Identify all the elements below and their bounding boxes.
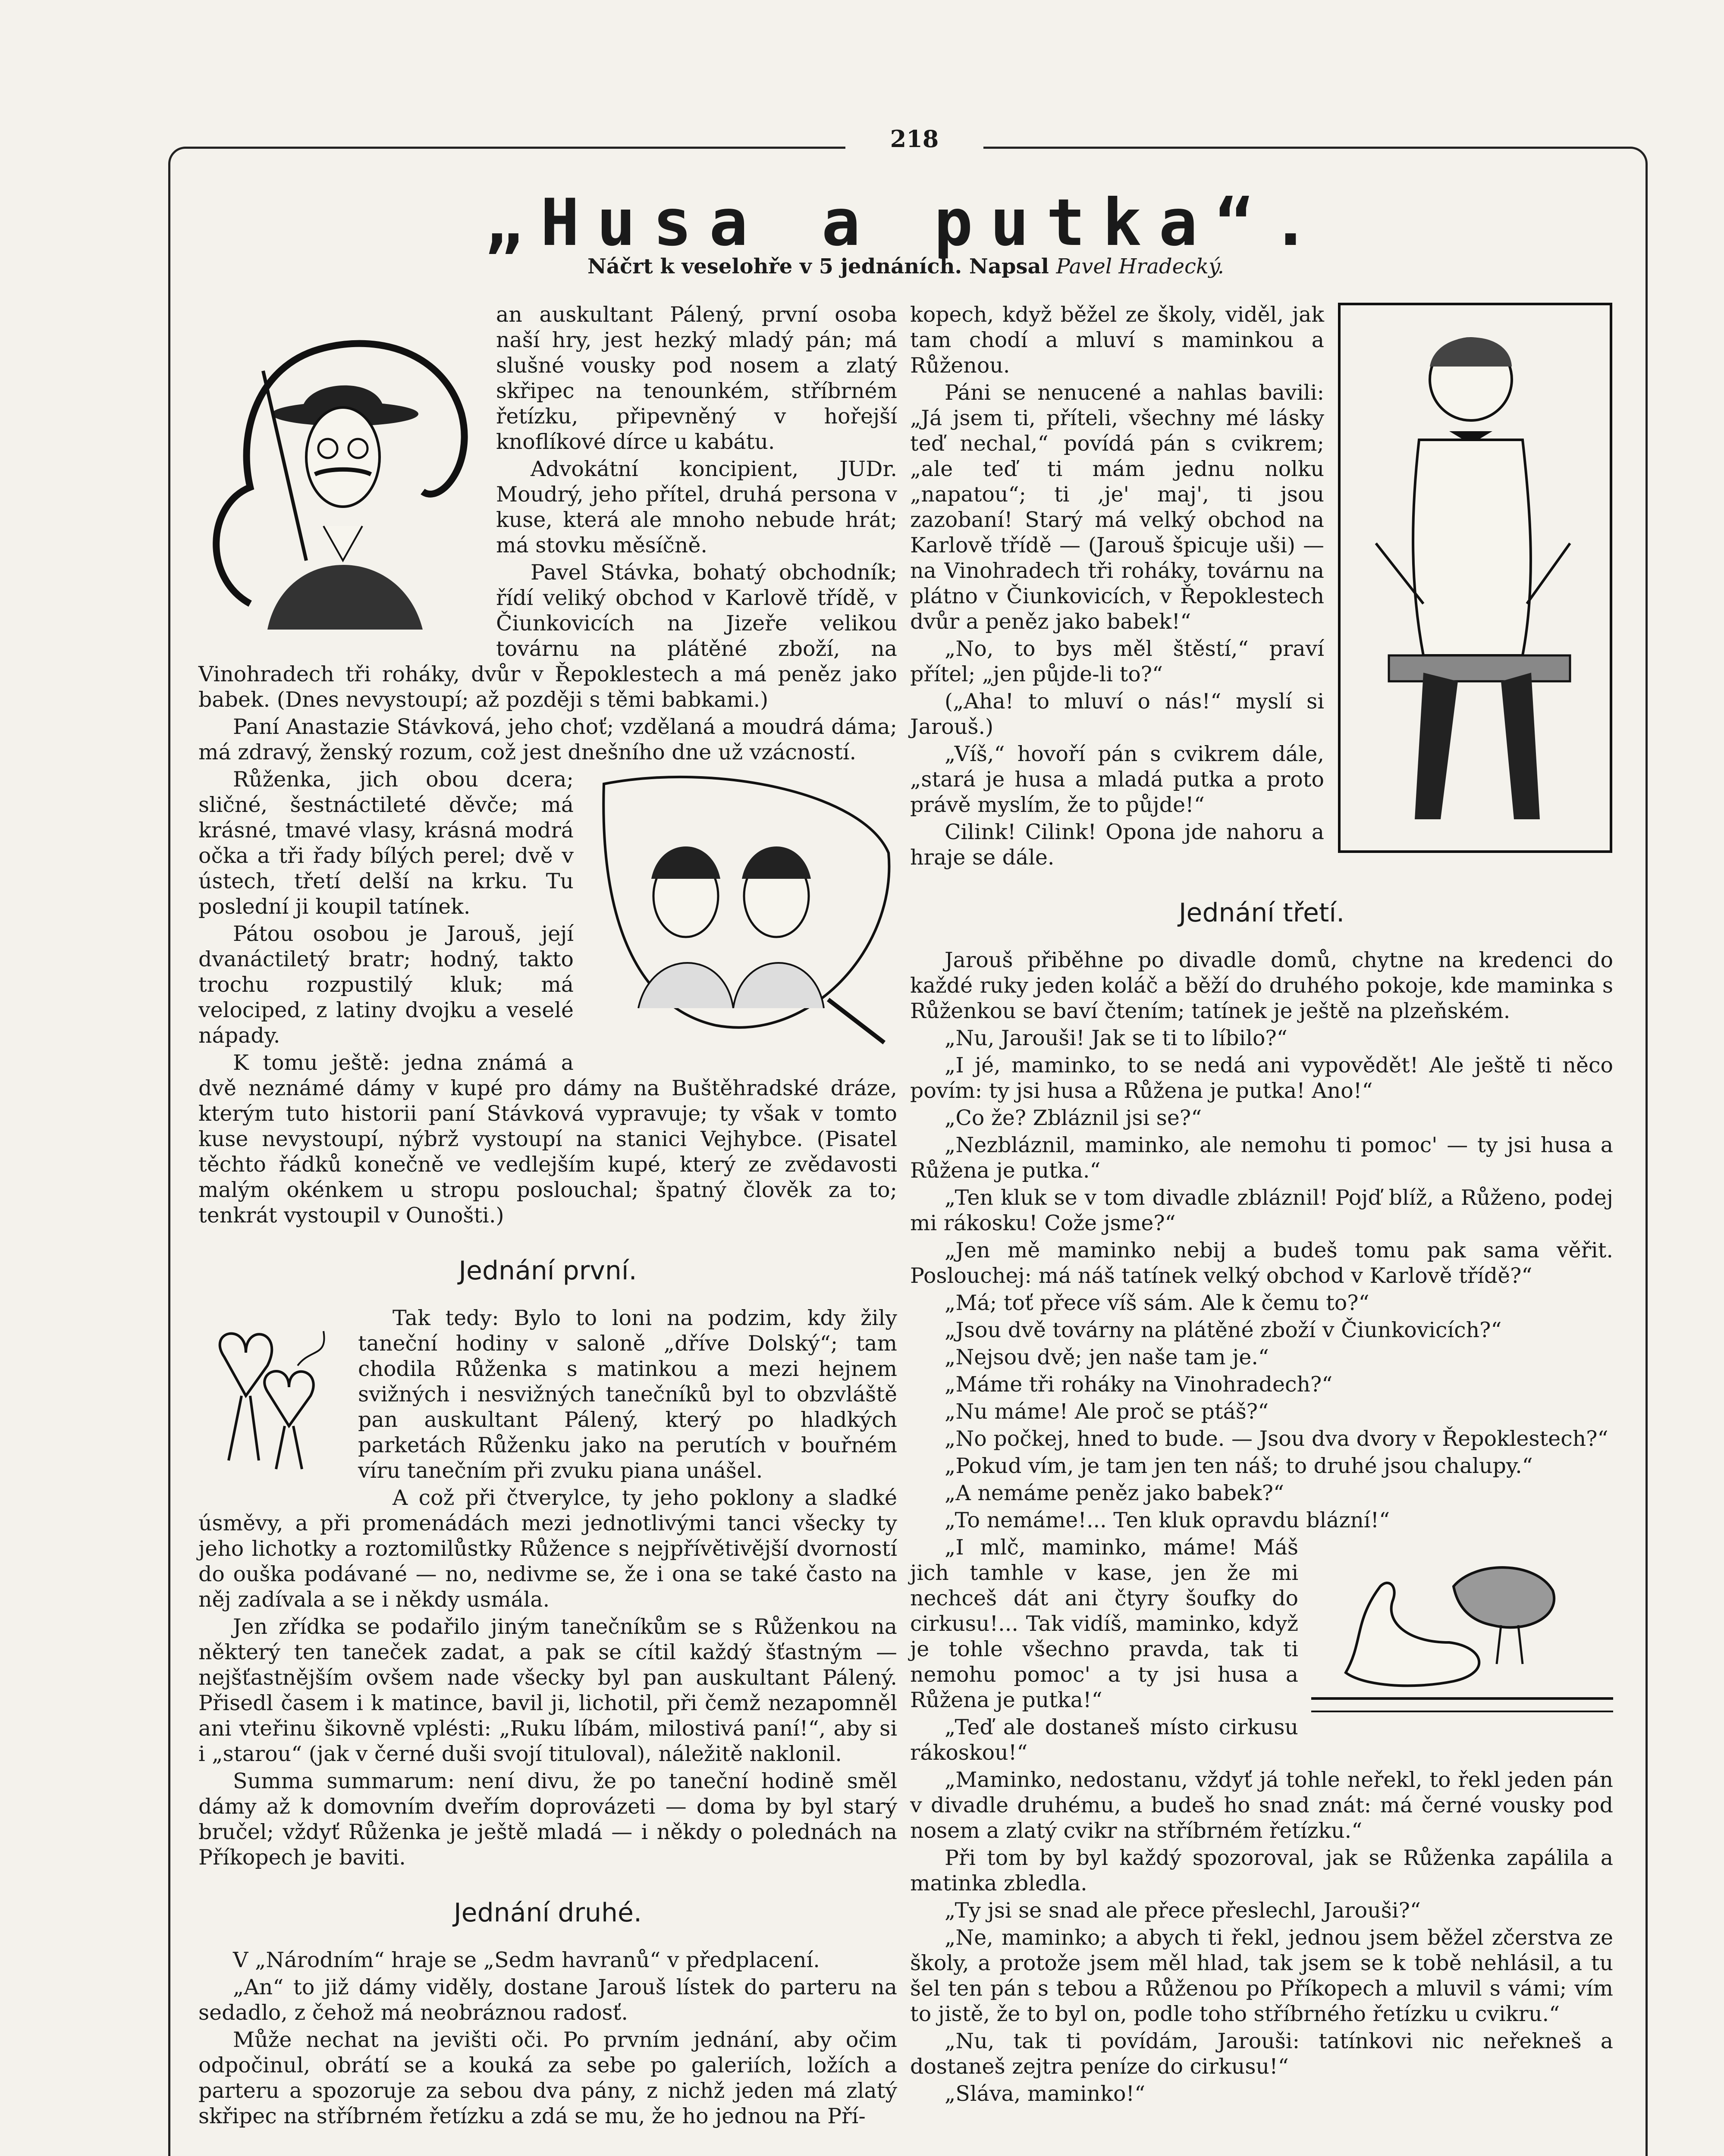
left-para-9: A což při čtverylce, ty jeho poklony a sladké úsměvy, a při promenádách mezi jednotlivými tanci všecky ty jeho lichotky a roztomilůstky Růžence s nejpřívětivější dvorností do ouška podávané — no, nedivme se, že i ona se také často na něj zadívala a se i někdy usmála. bbox=[198, 1485, 897, 1612]
left-column bbox=[198, 302, 897, 2131]
left-para-1: an auskultant Pálený, první osoba naší hry, jest hezký mladý pán; má slušné vousky pod nosem a zlatý skřipec na tenounkém, stříbrném řetízku, připevněný v hořejší knoflíkové dírce u kabátu. bbox=[496, 302, 897, 454]
right-para-7: Jarouš přiběhne po divadle domů, chytne na kredenci do každé ruky jeden koláč a běží do druhého pokoje, kde maminka s Růženkou se baví čtením; tatínek je ještě na plzeňském. bbox=[910, 948, 1613, 1023]
left-para-5: Růženka, jich obou dcera; sličné, šestnáctileté děvče; má krásné, tmavé vlasy, krásná modrá očka a tři řady bílých perel; dvě v ústech, třetí delší na krku. Tu poslední ji koupil tatínek. bbox=[198, 767, 574, 919]
right-para-1: kopech, když běžel ze školy, viděl, jak tam chodí a mluví s maminkou a Růženou. bbox=[910, 302, 1324, 378]
right-para-30: „Sláva, maminko!“ bbox=[945, 2081, 1146, 2106]
left-para-4: Paní Anastazie Stávková, jeho choť; vzdělaná a moudrá dáma; má zdravý, ženský rozum, což jest dnešního dne už vzácností. bbox=[198, 714, 897, 765]
right-para-11: „Nezbláznil, maminko, ale nemohu ti pomoc' — ty jsi husa a Růžena je putka.“ bbox=[910, 1133, 1613, 1183]
left-para-2: Advokátní koncipient, JUDr. Moudrý, jeho přítel, druhá persona v kuse, která ale mnoho nebude hrát; má stovku měsíčně. bbox=[496, 457, 897, 558]
left-para-11: Summa summarum: není divu, že po taneční hodině směl dámy až k domovním dveřím doprovázeti — doma by byl starý bručel; vždyť Růženka je ještě mladá — i někdy o polednách na Příkopech je baviti. bbox=[198, 1769, 897, 1870]
subtitle-text: Náčrt k veselohře v 5 jednáních. Napsal bbox=[587, 254, 1049, 279]
left-para-3: Pavel Stávka, bohatý obchodník; řídí veliký obchod v Karlově třídě, v Čiunkovicích na Jizeře velikou továrnu na plátěné zboží, na Vinohradech tři roháky, dvůr v Řepoklestech a má peněz jako babek. (Dnes nevystoupí; až později s těmi babkami.) bbox=[198, 560, 897, 712]
right-para-6: Cilink! Cilink! Opona jde nahoru a hraje se dále. bbox=[910, 820, 1324, 870]
left-para-6: Pátou osobou je Jarouš, její dvanáctiletý bratr; hodný, takto trochu rozpustilý kluk; má velociped, z latiny dvojku a veselé nápady. bbox=[198, 921, 574, 1048]
hearts-illustration bbox=[198, 1305, 345, 1486]
right-para-5: „Víš,“ hovoří pán s cvikrem dále, „stará je husa a mladá putka a proto právě myslím, že to půjde!“ bbox=[910, 742, 1324, 817]
right-para-26: Při tom by byl každý spozoroval, jak se Růženka zapálila a matinka zbledla. bbox=[910, 1846, 1613, 1896]
right-para-2: Páni se nenucené a nahlas bavili: „Já jsem ti, příteli, všechny mé lásky teď nechal,“ povídá pán s cvikrem; „ale teď ti mám jednu nolku „napatou“; ti ,je' maj', ti jsou zazobaní! Starý má velký obchod na Karlově třídě — (Jarouš špicuje uši) — na Vinohradech tři roháky, továrnu na plátno v Čiunkovicích, v Řepoklestech dvůr a peněz jako babek!“ bbox=[910, 380, 1324, 634]
right-para-25: „Maminko, nedostanu, vždyť já tohle neřekl, to řekl jeden pán v divadle druhému, a budeš ho snad znát: má černé vousky pod nosem a zlatý cvikr na stříbrném řetízku.“ bbox=[910, 1767, 1613, 1843]
right-para-21: „A nemáme peněz jako babek?“ bbox=[945, 1481, 1284, 1505]
right-para-24: „Teď ale dostaneš místo cirkusu rákoskou!“ bbox=[910, 1715, 1298, 1765]
boy-on-chair-illustration bbox=[1337, 302, 1613, 854]
right-para-14: „Má; toť přece víš sám. Ale k čemu to?“ bbox=[945, 1291, 1369, 1315]
right-para-12: „Ten kluk se v tom divadle zbláznil! Pojď blíž, a Růženo, podej mi rákosku! Cože jsme?“ bbox=[910, 1185, 1613, 1235]
right-column bbox=[910, 302, 1613, 2108]
right-para-19: „No počkej, hned to bude. — Jsou dva dvory v Řepoklestech?“ bbox=[945, 1426, 1608, 1451]
right-para-9: „I jé, maminko, to se nedá ani vypovědět! Ale ještě ti něco povím: ty jsi husa a Růžena je putka! Ano!“ bbox=[910, 1053, 1613, 1103]
section-heading-act-3: Jednání třetí. bbox=[1178, 898, 1345, 928]
left-para-7: K tomu ještě: jedna známá a dvě neznámé dámy v kupé pro dámy na Buštěhradské dráze, kterým tuto historii paní Stávková vypravuje; ty však v tomto kuse nevystoupí, nýbrž vystoupí na stanici Vejhybce. (Pisatel těchto řádků konečně ve vedlejším kupé, který ze zvědavosti malým okénkem u stropu poslouchal; špatný člověk za to; tenkrát vystoupil v Ounošti.) bbox=[198, 1050, 897, 1228]
section-heading-act-1: Jednání první. bbox=[458, 1256, 637, 1286]
right-para-16: „Nejsou dvě; jen naše tam je.“ bbox=[945, 1345, 1269, 1369]
section-heading-act-2: Jednání druhé. bbox=[453, 1898, 642, 1928]
right-para-22: „To nemáme!... Ten kluk opravdu blázní!“ bbox=[945, 1508, 1390, 1532]
right-para-27: „Ty jsi se snad ale přece přeslechl, Jarouši?“ bbox=[945, 1898, 1421, 1923]
right-para-10: „Co že? Zbláznil jsi se?“ bbox=[945, 1106, 1202, 1130]
left-para-12: V „Národním“ hraje se „Sedm havranů“ v předplacení. bbox=[233, 1948, 820, 1972]
left-para-8: Tak tedy: Bylo to loni na podzim, kdy žily taneční hodiny v saloně „dříve Dolský“; tam chodila Růženka s matinkou a mezi hejnem svižných i nesvižných tanečníků byl to obzvláště pan auskultant Pálený, který po hladkých parketách Růženku jako na perutích v bouřném víru tanečním při zvuku piana unášel. bbox=[358, 1306, 897, 1483]
page-number: 218 bbox=[890, 125, 939, 153]
gentleman-illustration bbox=[198, 302, 483, 630]
right-para-15: „Jsou dvě továrny na plátěné zboží v Čiunkovicích?“ bbox=[945, 1318, 1502, 1342]
right-para-17: „Máme tři roháky na Vinohradech?“ bbox=[945, 1372, 1333, 1397]
right-para-18: „Nu máme! Ale proč se ptáš?“ bbox=[945, 1399, 1269, 1424]
right-para-29: „Nu, tak ti povídám, Jarouši: tatínkovi nic neřekneš a dostaneš zejtra peníze do cirkusu!“ bbox=[910, 2029, 1613, 2079]
right-para-4: („Aha! to mluví o nás!“ myslí si Jarouš.) bbox=[910, 689, 1324, 739]
article-subtitle bbox=[302, 254, 1510, 279]
author-name: Pavel Hradecký. bbox=[1056, 254, 1224, 279]
right-para-8: „Nu, Jarouši! Jak se ti to líbilo?“ bbox=[945, 1026, 1288, 1050]
goose-and-hen-illustration bbox=[1311, 1535, 1613, 1720]
left-para-13: „An“ to již dámy viděly, dostane Jarouš lístek do parteru na sedadlo, z čehož má neobráznou radosť. bbox=[198, 1975, 897, 2025]
two-ladies-leaf-illustration bbox=[587, 767, 897, 1051]
right-para-20: „Pokud vím, je tam jen ten náš; to druhé jsou chalupy.“ bbox=[945, 1454, 1533, 1478]
article-title: „Husa a putka“. bbox=[484, 185, 1328, 260]
left-para-10: Jen zřídka se podařilo jiným tanečníkům se s Růženkou na některý ten taneček zadat, a pak se cítil každý šťastným — nejšťastnějším ovšem nade všecky byl pan auskultant Pálený. Přisedl časem i k matince, bavil ji, lichotil, při čemž nezapomněl ani vteřinu šikovně vplésti: „Ruku líbám, milostivá paní!“, aby si i „starou“ (jak v černé duši svojí tituloval), náležitě naklonil. bbox=[198, 1614, 897, 1766]
right-para-13: „Jen mě maminko nebij a budeš tomu pak sama věřit. Poslouchej: má náš tatínek velký obchod v Karlově třídě?“ bbox=[910, 1238, 1613, 1288]
left-para-14: Může nechat na jevišti oči. Po prvním jednání, aby očim odpočinul, obrátí se a kouká za sebe po galeriích, ložích a parteru a spozoruje za sebou dva pány, z nichž jeden má zlatý skřipec na stříbrném řetízku a zdá se mu, že ho jednou na Pří- bbox=[198, 2028, 897, 2128]
right-para-23: „I mlč, maminko, máme! Máš jich tamhle v kase, jen že mi nechceš dát ani čtyry šoufky do cirkusu!... Tak vidíš, maminko, když je tohle všechno pravda, tak ti nemohu pomoc' a ty jsi husa a Růžena je putka!“ bbox=[910, 1535, 1298, 1712]
right-para-28: „Ne, maminko; a abych ti řekl, jednou jsem běžel zčerstva ze školy, a protože jsem měl hlad, tak jsem se k tobě nehlásil, a tu šel ten pán s tebou a Růženou po Příkopech a mluvil s vámi; vím to jistě, že to byl on, podle toho stříbrného řetízku u cvikru.“ bbox=[910, 1925, 1613, 2026]
right-para-3: „No, to bys měl štěstí,“ praví přítel; „jen půjde-li to?“ bbox=[910, 636, 1324, 686]
